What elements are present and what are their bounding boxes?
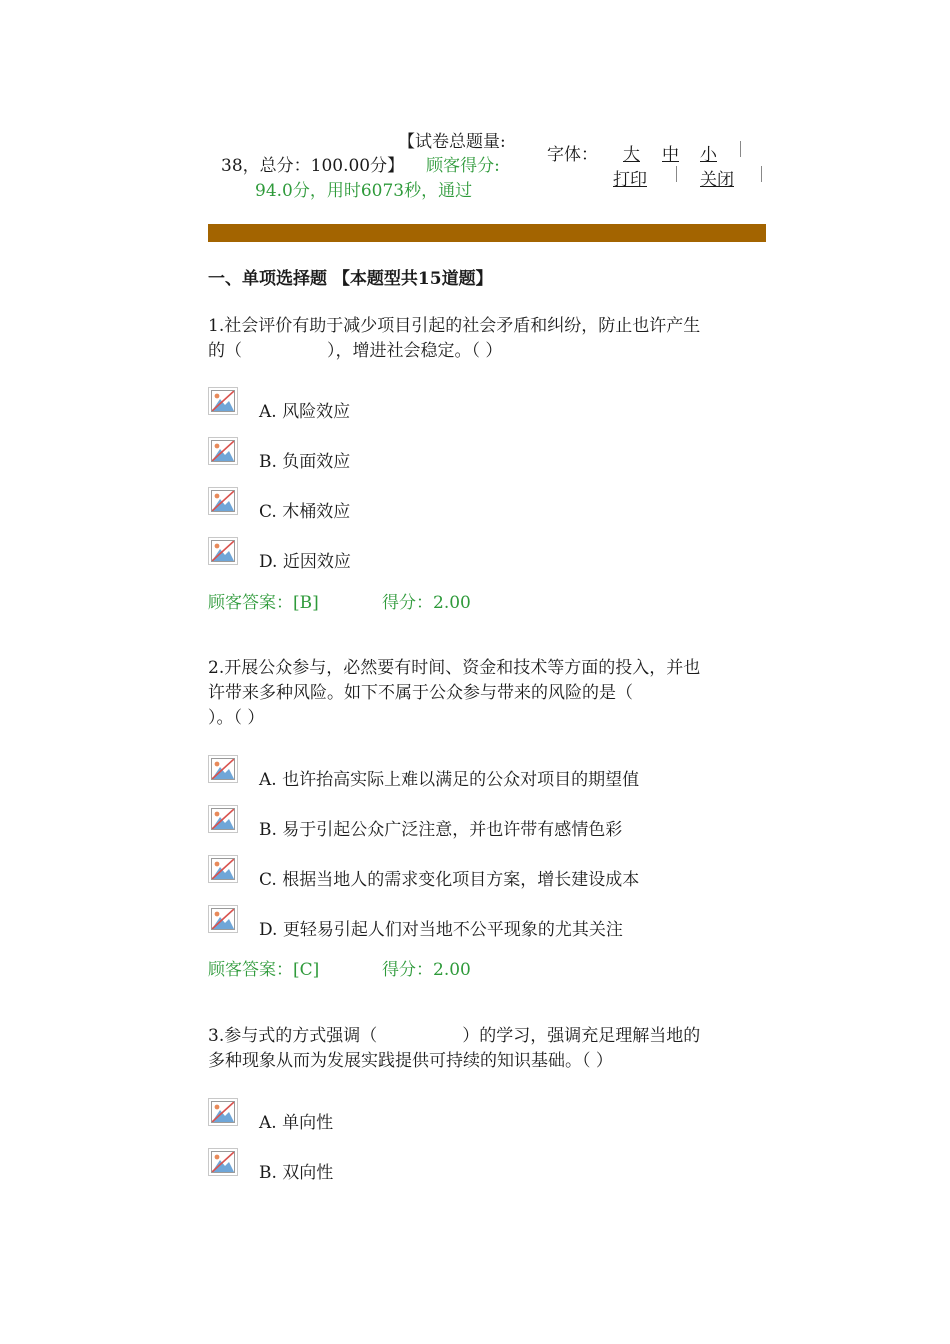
option-1b[interactable] [208, 437, 768, 472]
option-2c[interactable] [208, 855, 768, 890]
score-label: 顾客得分: [426, 156, 500, 176]
score: 得分：2.00 [382, 960, 471, 980]
question-text: 多种现象从而为发展实践提供可持续的知识基础。（ ） [208, 1051, 613, 1071]
question-2 [208, 656, 768, 731]
broken-image-icon[interactable] [208, 805, 238, 833]
broken-image-icon[interactable] [208, 487, 238, 515]
option-2d[interactable] [208, 905, 768, 940]
font-small-link[interactable]: 小 [700, 145, 717, 165]
option-label: A. 也许抬高实际上难以满足的公众对项目的期望值 [259, 770, 640, 790]
score: 得分：2.00 [382, 593, 471, 613]
header-divider-bar [208, 224, 766, 242]
question-text: 3.参与式的方式强调（ ）的学习，强调充足理解当地的 [208, 1026, 701, 1046]
broken-image-icon[interactable] [208, 387, 238, 415]
broken-image-icon[interactable] [208, 1098, 238, 1126]
broken-image-icon[interactable] [208, 537, 238, 565]
option-label: B. 双向性 [259, 1163, 334, 1183]
broken-image-icon[interactable] [208, 905, 238, 933]
option-1d[interactable] [208, 537, 768, 572]
question-text: 1.社会评价有助于减少项目引起的社会矛盾和纠纷，防止也许产生 [208, 316, 701, 336]
option-label: A. 风险效应 [259, 402, 351, 422]
header-line-1: 【试卷总题量: [398, 132, 506, 152]
total-info: 38，总分：100.00分】 [221, 156, 405, 176]
option-label: C. 根据当地人的需求变化项目方案，增长建设成本 [259, 870, 640, 890]
print-link[interactable]: 打印 [613, 170, 647, 190]
option-2a[interactable] [208, 755, 768, 790]
option-label: A. 单向性 [259, 1113, 334, 1133]
option-label: C. 木桶效应 [259, 502, 351, 522]
question-text: ）。（ ） [208, 708, 265, 728]
separator [740, 141, 741, 157]
font-medium-link[interactable]: 中 [662, 145, 679, 165]
answer-row-2 [208, 955, 471, 980]
header-line-2 [221, 151, 500, 176]
score-result: 94.0分，用时6073秒，通过 [255, 181, 473, 201]
option-3a[interactable] [208, 1098, 768, 1133]
option-1a[interactable] [208, 387, 768, 422]
option-2b[interactable] [208, 805, 768, 840]
customer-answer: 顾客答案：[B] [208, 593, 319, 613]
question-text: 2.开展公众参与，必然要有时间、资金和技术等方面的投入，并也 [208, 658, 701, 678]
option-label: D. 近因效应 [259, 552, 351, 572]
question-text: 许带来多种风险。如下不属于公众参与带来的风险的是（ [208, 683, 633, 703]
option-label: B. 负面效应 [259, 452, 351, 472]
close-link[interactable]: 关闭 [700, 170, 734, 190]
broken-image-icon[interactable] [208, 1148, 238, 1176]
customer-answer: 顾客答案：[C] [208, 960, 320, 980]
question-text: 的（ ），增进社会稳定。（ ） [208, 341, 503, 361]
font-large-link[interactable]: 大 [623, 145, 640, 165]
separator [676, 166, 677, 182]
option-label: D. 更轻易引起人们对当地不公平现象的尤其关注 [259, 920, 623, 940]
option-1c[interactable] [208, 487, 768, 522]
section-title: 一、单项选择题 【本题型共15道题】 [208, 269, 493, 289]
broken-image-icon[interactable] [208, 437, 238, 465]
question-3 [208, 1024, 768, 1074]
option-3b[interactable] [208, 1148, 768, 1183]
broken-image-icon[interactable] [208, 855, 238, 883]
broken-image-icon[interactable] [208, 755, 238, 783]
question-1 [208, 314, 768, 364]
answer-row-1 [208, 588, 471, 613]
option-label: B. 易于引起公众广泛注意，并也许带有感情色彩 [259, 820, 623, 840]
font-size-label: 字体： [547, 145, 598, 165]
separator [761, 166, 762, 182]
